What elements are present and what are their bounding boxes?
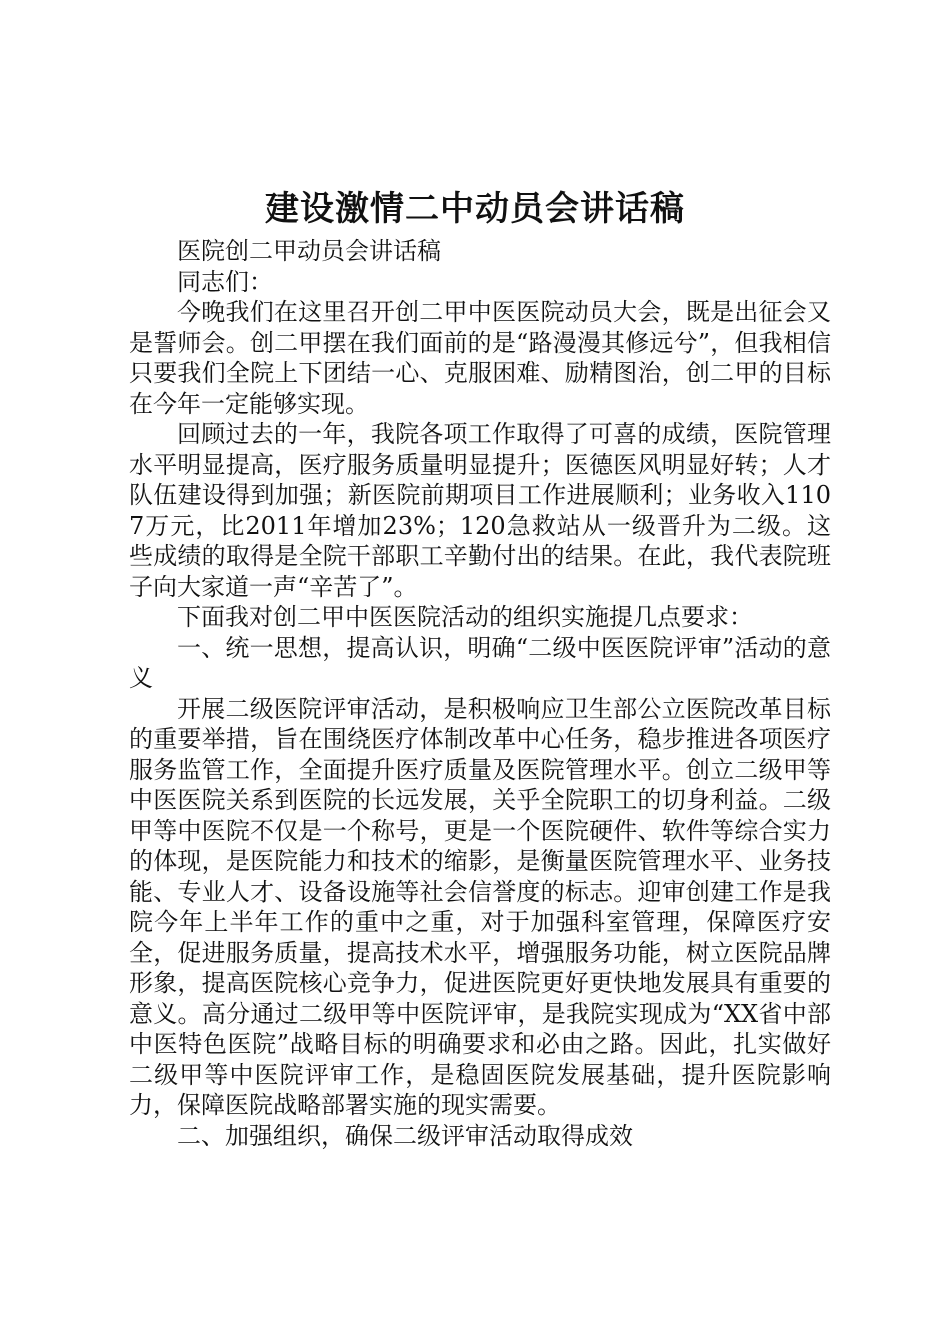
section-heading-1: 一、统一思想，提高认识，明确“二级中医医院评审”活动的意义 (129, 633, 831, 692)
document-title: 建设激情二中动员会讲话稿 (265, 189, 685, 229)
paragraph-salutation: 同志们： (177, 267, 273, 296)
paragraph-opening: 今晚我们在这里召开创二甲中医医院动员大会，既是出征会又是誓师会。创二甲摆在我们面前的是“路漫漫其修远兮”，但我相信只要我们全院上下团结一心、克服困难、励精图治，创二甲的目标在今年一定能够实现。 (129, 298, 831, 418)
section-heading-2: 二、加强组织，确保二级评审活动取得成效 (177, 1121, 633, 1150)
paragraph-subtitle: 医院创二甲动员会讲话稿 (177, 237, 441, 265)
paragraph-significance: 开展二级医院评审活动，是积极响应卫生部公立医院改革目标的重要举措，旨在围绕医疗体制改革中心任务，稳步推进各项医疗服务监管工作，全面提升医疗质量及医院管理水平。创立二级甲等中医医院关系到医院的长远发展，关乎全院职工的切身利益。二级甲等中医院不仅是一个称号，更是一个医院硬件、软件等综合实力的体现，是医院能力和技术的缩影，是衡量医院管理水平、业务技能、专业人才、设备设施等社会信誉度的标志。迎审创建工作是我院今年上半年工作的重中之重，对于加强科室管理，保障医疗安全，促进服务质量，提高技术水平，增强服务功能，树立医院品牌形象，提高医院核心竞争力，促进医院更好更快地发展具有重要的意义。高分通过二级甲等中医院评审，是我院实现成为“XX省中部中医特色医院”战略目标的明确要求和必由之路。因此，扎实做好二级甲等中医院评审工作，是稳固医院发展基础，提升医院影响力，保障医院战略部署实施的现实需要。 (129, 694, 831, 1119)
document-body (129, 236, 831, 1151)
paragraph-review: 回顾过去的一年，我院各项工作取得了可喜的成绩，医院管理水平明显提高，医疗服务质量明显提升；医德医风明显好转；人才队伍建设得到加强；新医院前期项目工作进展顺利；业务收入1107万元，比2011年增加23%；120急救站从一级晋升为二级。这些成绩的取得是全院干部职工辛勤付出的结果。在此，我代表院班子向大家道一声“辛苦了”。 (129, 420, 831, 601)
paragraph-requirements-intro: 下面我对创二甲中医医院活动的组织实施提几点要求： (177, 603, 753, 631)
